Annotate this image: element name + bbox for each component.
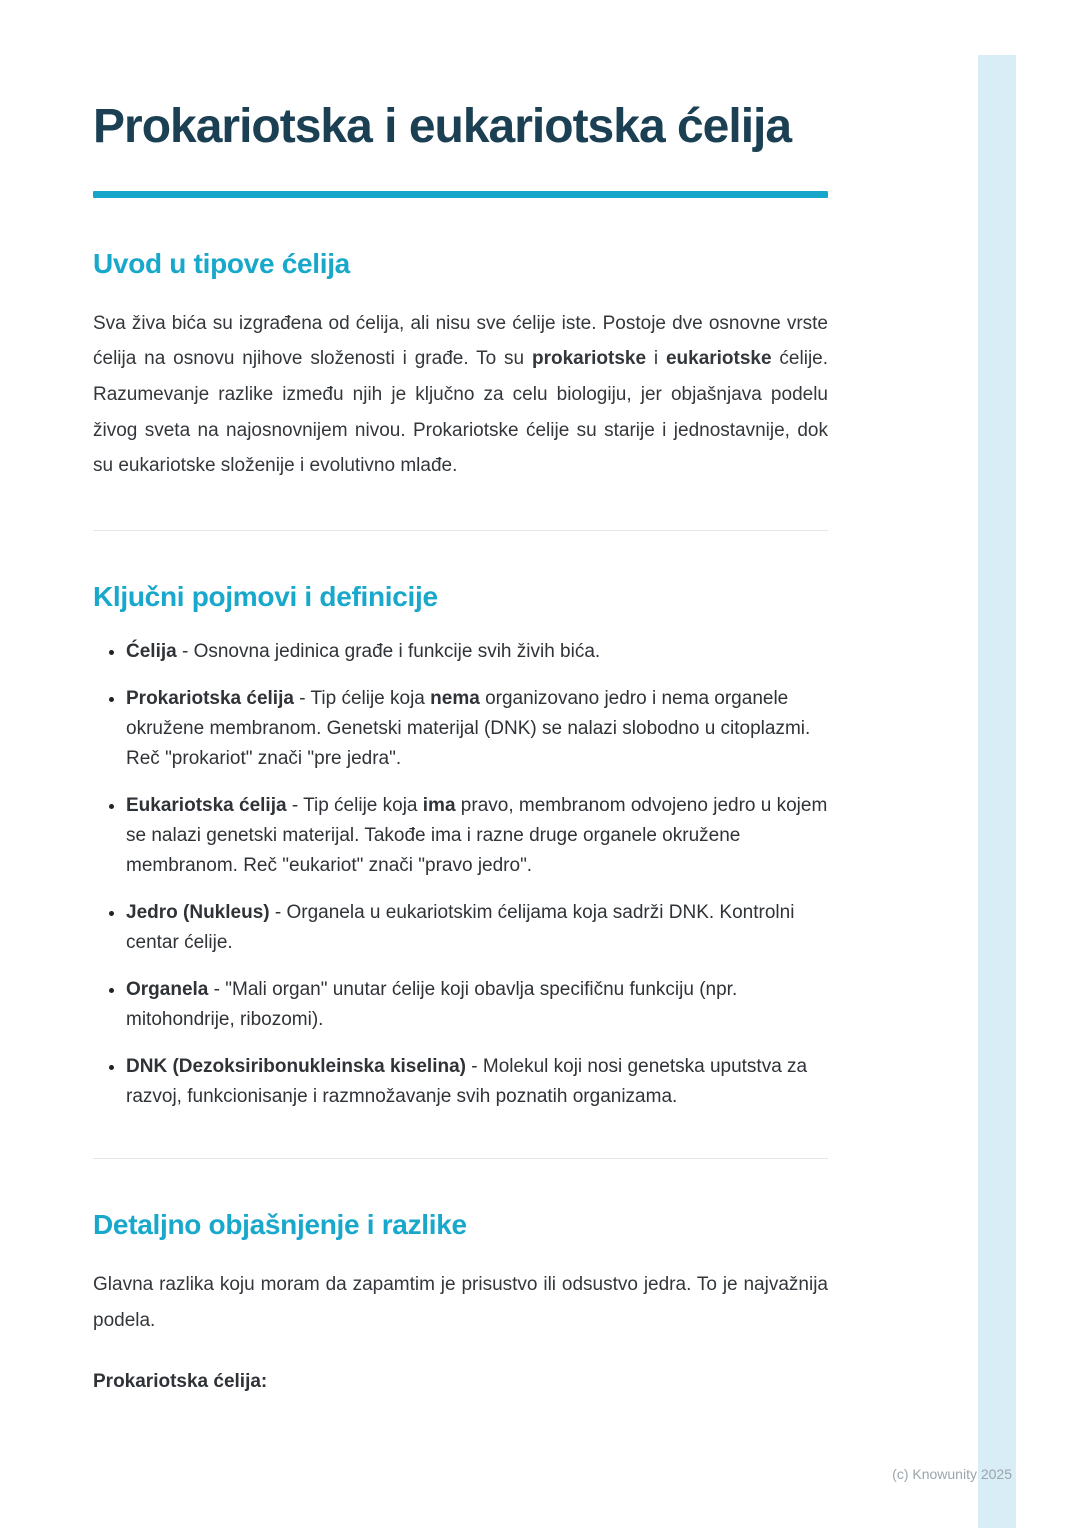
section-heading-intro: Uvod u tipove ćelija xyxy=(93,247,350,279)
intro-text-segment: ćelije. Razumevanje razlike između njih je ključno za celu biologiju, jer objašnjava podelu živog sveta na najosnovnijem nivou. Prokariotske ćelije su starije i jednostavnije, dok su eukariotske složenije i evolutivno mlađe. xyxy=(93,348,829,477)
term-definition: - Osnovna jedinica građe i funkcije svih živih bića. xyxy=(176,641,601,663)
term-label: Organela xyxy=(126,979,209,1001)
section-divider xyxy=(93,530,828,531)
intro-bold-segment: prokariotske xyxy=(531,348,647,370)
intro-paragraph xyxy=(93,306,828,485)
term-emphasis: ima xyxy=(422,795,456,817)
term-label: Jedro (Nukleus) xyxy=(126,902,270,924)
list-item-prokariotska-celija xyxy=(126,684,828,774)
term-definition: - Tip ćelije koja xyxy=(293,688,431,710)
term-definition: organizovano jedro i nema organele okružene membranom. Genetski materijal (DNK) se nalazi slobodno u citoplazmi. Reč "prokariot" znači "pre jedra". xyxy=(126,688,811,770)
list-item-organela xyxy=(126,975,828,1035)
list-item-eukariotska-celija xyxy=(126,791,828,881)
key-terms-list xyxy=(93,637,828,1112)
title-underline xyxy=(93,191,828,198)
list-item-jedro xyxy=(126,898,828,958)
document-content xyxy=(93,0,828,1412)
section-heading-details: Detaljno objašnjenje i razlike xyxy=(93,1209,467,1241)
page-title: Prokariotska i eukariotska ćelija xyxy=(93,100,792,153)
section-heading-key-terms: Ključni pojmovi i definicije xyxy=(93,581,438,613)
list-item-celija xyxy=(126,637,828,667)
section-divider xyxy=(93,1158,828,1159)
intro-bold-segment: eukariotske xyxy=(665,348,772,370)
term-definition: - Molekul koji nosi genetska uputstva za razvoj, funkcionisanje i razmnožavanje svih poznatih organizama. xyxy=(126,1056,808,1108)
term-definition: - Organela u eukariotskim ćelijama koja sadrži DNK. Kontrolni centar ćelije. xyxy=(126,902,795,954)
list-item-dnk xyxy=(126,1052,828,1112)
term-label: Eukariotska ćelija xyxy=(126,795,287,817)
term-label: Ćelija xyxy=(126,641,177,663)
copyright-credit: (c) Knowunity 2025 xyxy=(892,1466,1012,1482)
term-label: Prokariotska ćelija xyxy=(126,688,294,710)
intro-text-segment: Sva živa bića su izgrađena od ćelija, ali nisu sve ćelije iste. Postoje dve osnovne vrste ćelija na osnovu njihove složenosti i građe. To su xyxy=(93,312,828,370)
term-emphasis: nema xyxy=(430,688,480,710)
details-subheading: Prokariotska ćelija: xyxy=(93,1370,268,1392)
term-definition: pravo, membranom odvojeno jedro u kojem se nalazi genetski materijal. Takođe ima i razne druge organele okružene membranom. Reč "eukariot" znači "pravo jedro". xyxy=(126,795,828,877)
intro-text-segment: i xyxy=(646,348,666,370)
term-definition: - Tip ćelije koja xyxy=(286,795,423,817)
term-label: DNK (Dezoksiribonukleinska kiselina) xyxy=(126,1056,466,1078)
right-accent-strip xyxy=(978,55,1016,1528)
term-definition: - "Mali organ" unutar ćelije koji obavlja specifičnu funkciju (npr. mitohondrije, ribozomi). xyxy=(126,979,738,1031)
details-paragraph: Glavna razlika koju moram da zapamtim je prisustvo ili odsustvo jedra. To je najvažnija podela. xyxy=(93,1274,828,1332)
